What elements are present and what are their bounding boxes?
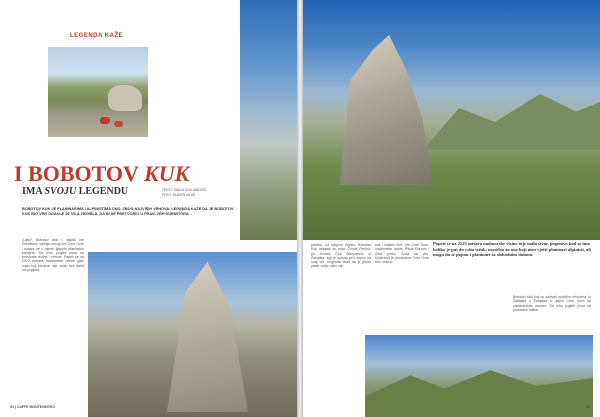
subtitle-pre: IMA (22, 186, 42, 197)
photo-mountain-meadow (48, 47, 148, 137)
photo-bobotov-kuk-peak (303, 0, 600, 240)
page-number-left: 94 | CAFFE MONTENEGRO (10, 405, 55, 409)
right-body-column-1: planinu, na njegovo mjesto. Bobotov Kuk nekada se zvao Čirova Pećina, po Jovanu Čiru Štiteparovu iz Žabljaka, koji je upisao prvi uspon na ovaj vrh. Legenda kaže da je jedan pastir ovdje vidio vilu. (311, 243, 371, 269)
byline-text: TEKST: SANJA GOLIJANOVIĆ (162, 188, 207, 192)
title-main: I BOBOTOV (14, 161, 139, 186)
right-body-column-3: Bobotov Kuk koji su nazivali najnižim vrhovima. Iz Žabljaka u Žabljaka u daljini Crna Gora sa planinarskim domom. Sa vrha pogled puca na prostrane doline. (513, 295, 591, 312)
page-number-right: 95 (586, 405, 590, 409)
body-column-1: „Ujaci“ Bobotov kuk i najviši vrh Durmitora, sjećaju mnogi vrh Crne Gore i nalaze se u njemu lijepote planinskih predjela. Sa vrha pogled puca na prostrane doline i vrhove. Papeli se na 2523 metara nadmorske visine gdje malo koji planinar nije ostao bez daha od pogleda. (22, 238, 84, 273)
subtitle-italic: SVOJU (44, 186, 77, 197)
byline (162, 188, 206, 197)
photo-hikers-cliff (88, 252, 297, 417)
title-italic: KUK (144, 161, 190, 186)
subtitle-post: LEGENDU (78, 186, 129, 197)
article-title (14, 163, 189, 185)
byline-photo: FOTO: SLAVEN VILUS (162, 192, 196, 197)
lead-paragraph: BOBOTOV KUK JE PLANINARIMA I ALPINISTIMA ONO, ZBOG NAJVIŠIH VRHOVA: LEGENDA KAŽE DA JE BOBOTOV KUK BIO VRH ODAKLE JE VILA ZBORILA, DA BI SE PRETVORIO U PRAVI VRH DURMITORA... (22, 207, 234, 216)
left-page (0, 0, 297, 417)
photo-mountain-valley (365, 335, 593, 417)
right-pull-quote: Popeti se na 2523 metara nadmorske visine nije mala stvar, pogotovo kad se ima koliko je put do vrha težak, naročito za one koji nisu vješti planinari alpinisti, ali mogu da se popnu i planinari sa slobodnim duhom. (433, 241, 591, 258)
right-page (303, 0, 600, 417)
right-body-column-2: kuk i lokalno ime. Vrh Crne Gore, nadmorske visine. Pastir Đurović i Čela preko Ćurta za vilu. Vidiknima je planinama Crne Gore bez vodiča. (375, 243, 429, 265)
article-subtitle (22, 186, 128, 197)
section-label: LEGENDA KAŽE (70, 33, 124, 39)
photo-mountain-edge (240, 0, 297, 240)
